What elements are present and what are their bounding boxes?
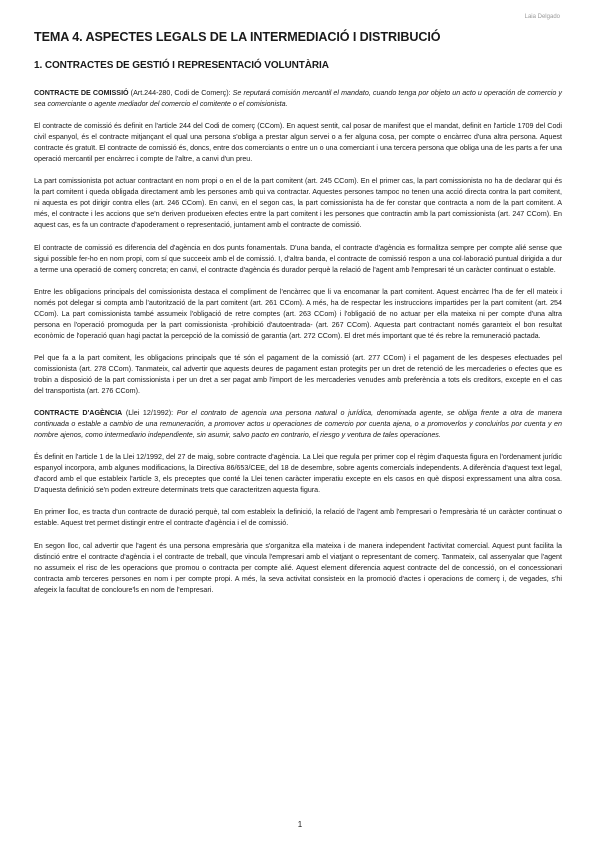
term-agency-contract: CONTRACTE D'AGÈNCIA	[34, 409, 123, 418]
legal-quote: Se reputará comisión mercantil el mandato, cuando tenga por objeto un acto u operación de comercio y sea comerciante o agente mediador del comercio el comitente o el comisionista.	[34, 89, 562, 109]
paragraph: És definit en l'article 1 de la Llei 12/1992, del 27 de maig, sobre contracte d'agència. La Llei que regula per primer cop el règim d'aquesta figura en l'ordenament jurídic espanyol incorpora, amb algunes modificacions, la Directiva 86/653/CEE, del 18 de desembre, sobre agents comercials independents. A diferència d'aquest text legal, d'acord amb el que estableix l'article 3, els preceptes que conté la Llei tenen caràcter imperatiu excepte en els casos en què disposi expressament una altra cosa. D'aquesta definició se'n poden extreure determinats trets que caracteritzen aquesta figura.	[34, 453, 562, 495]
legal-reference: (Llei 12/1992):	[122, 409, 177, 418]
paragraph: En primer lloc, es tracta d'un contracte de duració perquè, tal com estableix la definició, la relació de l'agent amb l'empresari o l'empresària té un caràcter continuat o estable. Aquest tret permet distingir entre el contracte d'agència i el de comissió.	[34, 508, 562, 528]
paragraph: Entre les obligacions principals del comissionista destaca el compliment de l'encàrrec que li va encomanar la part comitent. Aquest encàrrec l'ha de fer ell mateix i només pot delegar si compta amb l'autorització de la part comitent (art. 261 CCom). A més, ha de respectar les instruccions impartides per la part comitent (art. 254 CCom). La part comissionista també assumeix l'obligació de retre comptes (art. 263 CCom) i l'obligació de no actuar per ella mateixa ni per compte d'una altra persona en l'operació promoguda per la part comissionista -prohibició d'autoentrada- (art. 267 CCom). Aquesta part contractant només garanteix el bon resultat econòmic de l'operació quan hagi pactat la percepció de la comissió de garantia (art. 272 CCom). El dret més important que té és rebre la remuneració pactada.	[34, 287, 562, 340]
paragraph: El contracte de comissió és definit en l'article 244 del Codi de comerç (CCom). En aquest sentit, cal posar de manifest que el mandat, definit en l'article 1709 del Codi civil espanyol, és el contracte mitjançant el qual una persona s'obliga a prestar algun servei o a fer alguna cosa, per compte o encàrrec d'una altra persona. Aquest contracte és gratuït. El contracte de comissió és, doncs, entre dos comerciants o entre un o una comerciant i una tercera persona que obliga una de les parts a fer una operació mercantil per encàrrec i compte de l'altre, a canvi d'un preu.	[34, 122, 562, 164]
document-body	[34, 88, 562, 607]
paragraph: El contracte de comissió es diferencia del d'agència en dos punts fonamentals. D'una banda, el contracte d'agència es formalitza sempre per compte alié sense que sigui possible fer-ho en nom propi, com sí que succeeix amb el de comissió. I, d'altra banda, el contracte de comissió respon a una col·laboració puntual dirigida a dur a terme una operació de comerç concreta; en canvi, el contracte d'agència és durador perquè la relació de l'agent amb l'empresari té un caràcter continuat o estable.	[34, 243, 562, 274]
author-name: Laia Delgado	[524, 14, 560, 20]
term-commission-contract: CONTRACTE DE COMISSIÓ	[34, 89, 129, 97]
section-title: 1. CONTRACTES DE GESTIÓ I REPRESENTACIÓ VOLUNTÀRIA	[34, 60, 329, 71]
legal-quote: Por el contrato de agencia una persona natural o jurídica, denominada agente, se obliga frente a otra de manera continuada o estable a cambio de una remuneración, a promover actos u operaciones de comercio por cuenta ajena, o a promoverlos y concluirlos por cuenta y en nombre ajenos, como intermediario independiente, sin asumir, salvo pacto en contrario, el riesgo y ventura de tales operaciones.	[34, 409, 562, 440]
paragraph: En segon lloc, cal advertir que l'agent és una persona empresària que s'organitza ella mateixa i de manera independent l'activitat comercial. Aquest punt facilita la distinció entre el contracte d'agència i el contracte de treball, que vincula l'empresari amb el viatjant o representant de comerç. Tanmateix, cal assenyalar que l'agent no assumeix el risc de les operacions que promou o contracta per compte alié. Aquest element diferencia aquest contracte del de concessió, on el concessionari contracta amb terceres persones en nom i per compte propi. A més, la seva activitat consisteix en la promoció d'actes i operacions de comerç i, de vegades, s'hi afegeix la facultat de concloure'ls en nom de l'empresari.	[34, 541, 562, 594]
page-title: TEMA 4. ASPECTES LEGALS DE LA INTERMEDIACIÓ I DISTRIBUCIÓ	[34, 30, 441, 44]
paragraph-agency-definition	[34, 408, 562, 441]
legal-reference: (Art.244-280, Codi de Comerç):	[128, 89, 233, 97]
paragraph: La part comissionista pot actuar contractant en nom propi o en el de la part comitent (art. 245 CCom). En el primer cas, la part comissionista no ha de declarar qui és la part comitent i queda obligada directament amb les persones amb qui va contractar. Aquestes persones tampoc no tenen una acció directa contra la part comitent, ni aquesta es pot dirigir contra elles (art. 246 CCom). En canvi, en el segon cas, la part comissionista ha de fer constar que contracta a nom de la part comitent. A més, el contracte i les accions que se'n deriven produeixen efectes entre la part comitent i les persones que contractin amb la part comissionista (art. 247 CCom). En aquest cas, es fa un contracte d'apoderament o representació, juntament amb el contracte de comissió.	[34, 177, 562, 230]
paragraph-commission-definition	[34, 88, 562, 110]
paragraph: Pel que fa a la part comitent, les obligacions principals que té són el pagament de la comissió (art. 277 CCom) i el pagament de les despeses efectuades pel comissionista (art. 278 CCom). Tanmateix, cal advertir que aquests deures de pagament estan protegits per un dret de retenció de les mercaderies o efectes que es trobin a disposició de la part comissionista i per un dret a ser pagat amb l'import de les mercaderies venudes amb preferència a tots els creditors, excepte en el cas del transportista (art. 276 CCom).	[34, 353, 562, 396]
page-number: 1	[297, 820, 303, 829]
